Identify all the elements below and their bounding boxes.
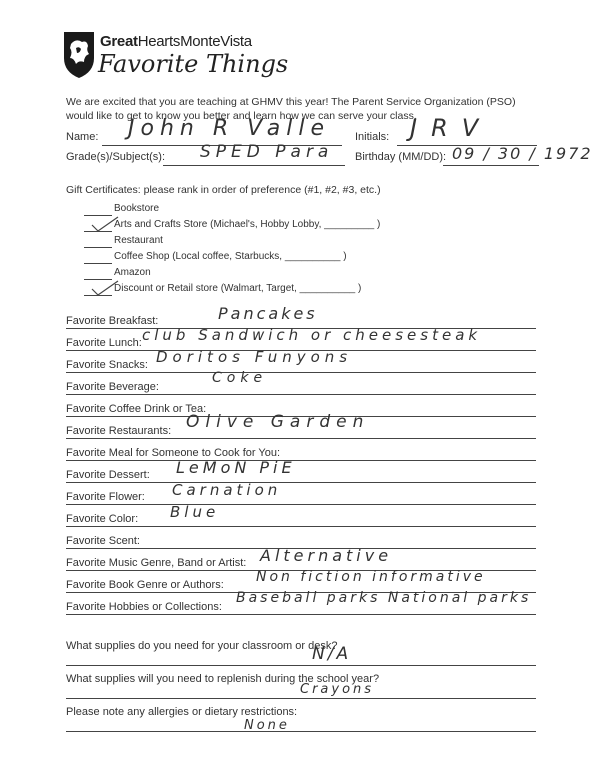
fav-value-beverage[interactable]: Coke	[212, 370, 268, 386]
gift-option[interactable]: Arts and Crafts Store (Michael's, Hobby Lobby, _________ )	[84, 219, 544, 235]
question-supplies-label: What supplies do you need for your classroom or desk?	[66, 640, 338, 652]
gift-option[interactable]: Restaurant	[84, 235, 544, 251]
fav-line	[66, 438, 536, 439]
fav-line	[66, 526, 536, 527]
fav-line	[66, 460, 536, 461]
question-allergies-answer[interactable]: None	[244, 718, 290, 733]
school-logo	[62, 30, 96, 80]
fav-label-dessert: Favorite Dessert:	[66, 469, 150, 481]
name-label: Name:	[66, 131, 99, 143]
fav-label-meal: Favorite Meal for Someone to Cook for You:	[66, 447, 281, 459]
birthday-field[interactable]: 09 / 30 / 1972	[452, 144, 593, 163]
fav-line	[66, 504, 536, 505]
fav-label-breakfast: Favorite Breakfast:	[66, 315, 159, 327]
fav-label-snacks: Favorite Snacks:	[66, 359, 148, 371]
gift-option[interactable]: Coffee Shop (Local coffee, Starbucks, __________ )	[84, 251, 544, 267]
fav-value-lunch[interactable]: club Sandwich or cheesesteak	[142, 326, 482, 344]
fav-line	[66, 614, 536, 615]
question-line	[66, 665, 536, 666]
fav-line	[66, 372, 536, 373]
gift-heading: Gift Certificates: please rank in order of preference (#1, #2, #3, etc.)	[66, 184, 381, 196]
question-replenish-answer[interactable]: Crayons	[300, 682, 375, 697]
fav-label-beverage: Favorite Beverage:	[66, 381, 159, 393]
fav-value-color[interactable]: Blue	[170, 503, 220, 521]
birthday-extra: 1972	[543, 144, 593, 163]
gift-option[interactable]: Discount or Retail store (Walmart, Target, __________ )	[84, 283, 544, 299]
shield-icon	[62, 30, 96, 80]
brand-rest: HeartsMonteVista	[137, 33, 252, 50]
fav-value-breakfast[interactable]: Pancakes	[218, 304, 318, 323]
birthday-line	[443, 165, 539, 166]
grade-label: Grade(s)/Subject(s):	[66, 151, 166, 163]
fav-value-restaurants[interactable]: Olive Garden	[186, 412, 370, 432]
grade-field[interactable]: SPED Para	[200, 142, 334, 162]
birthday-day: 30	[497, 144, 523, 163]
fav-label-lunch: Favorite Lunch:	[66, 337, 142, 349]
question-allergies-label: Please note any allergies or dietary restrictions:	[66, 706, 298, 718]
gift-option[interactable]: Amazon	[84, 267, 544, 283]
birthday-month: 09	[452, 144, 477, 163]
question-replenish-label: What supplies will you need to replenish during the school year?	[66, 673, 380, 685]
fav-value-flower[interactable]: Carnation	[172, 481, 282, 499]
brand-name	[100, 33, 252, 50]
gift-options	[84, 203, 544, 299]
fav-label-coffee: Favorite Coffee Drink or Tea:	[66, 403, 207, 415]
fav-value-music[interactable]: Alternative	[260, 546, 393, 565]
brand-bold: Great	[100, 33, 138, 50]
fav-label-flower: Favorite Flower:	[66, 491, 145, 503]
fav-value-snacks[interactable]: Doritos Funyons	[156, 348, 353, 366]
gift-option[interactable]: Bookstore	[84, 203, 544, 219]
fav-label-hobbies: Favorite Hobbies or Collections:	[66, 601, 222, 613]
question-supplies-answer[interactable]: N/A	[312, 644, 352, 664]
initials-label: Initials:	[355, 131, 390, 143]
fav-value-dessert[interactable]: LeMoN PiE	[176, 458, 296, 477]
grade-line	[163, 165, 345, 166]
fav-value-hobbies[interactable]: Baseball parks National parks	[236, 590, 532, 606]
initials-field[interactable]: JRV	[410, 114, 493, 142]
fav-value-book[interactable]: Non fiction informative	[256, 569, 486, 585]
form-title: Favorite Things	[98, 50, 289, 78]
question-line	[66, 731, 536, 732]
birthday-label: Birthday (MM/DD):	[355, 151, 447, 163]
intro-text: We are excited that you are teaching at GHMV this year! The Parent Service Organization (PSO) would like to get to know you better and learn how we can serve your class.	[66, 96, 516, 122]
question-line	[66, 698, 536, 699]
fav-label-music: Favorite Music Genre, Band or Artist:	[66, 557, 247, 569]
fav-line	[66, 482, 536, 483]
name-field[interactable]: John R Valle	[128, 116, 330, 141]
fav-label-scent: Favorite Scent:	[66, 535, 140, 547]
fav-label-restaurants: Favorite Restaurants:	[66, 425, 172, 437]
fav-label-book: Favorite Book Genre or Authors:	[66, 579, 224, 591]
fav-label-color: Favorite Color:	[66, 513, 139, 525]
fav-line	[66, 394, 536, 395]
